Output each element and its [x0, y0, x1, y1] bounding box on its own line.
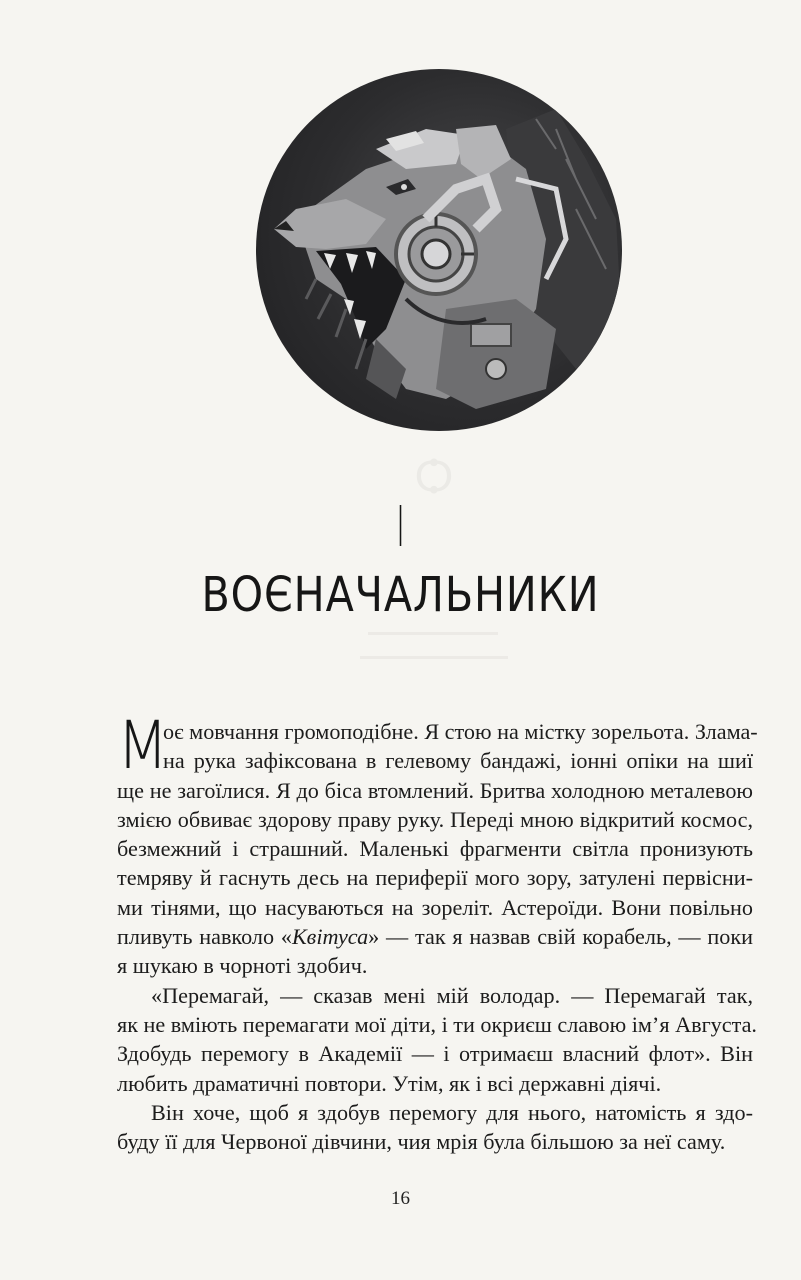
ship-name: Квітуса	[291, 924, 369, 950]
text-line: як не вміють перемагати мої діти, і ти окриєш славою ім’я Августа.	[117, 1011, 757, 1037]
text-line: оє мовчання громоподібне. Я стою на містку зорельота. Злама-	[163, 719, 758, 744]
text-line: «Перемагай, — сказав мені мій володар. — Перемагай так,	[151, 982, 753, 1008]
text-line: ще не загоїлися. Я до біса втомлений. Бритва холодною металевою	[117, 777, 753, 803]
page-number: 16	[391, 1188, 410, 1209]
text-line: ми тінями, що насуваються на зореліт. Астероїди. Вони повільно	[117, 894, 753, 920]
text-line: пливуть навколо «Квітуса» — так я назвав свій корабель, — поки	[117, 924, 754, 950]
wolf-illustration	[256, 69, 622, 431]
text-line: змією обвиває здорову праву руку. Переді мною відкритий космос,	[117, 806, 753, 832]
text-line: Він хоче, щоб я здобув перемогу для нього, натомість я здо-	[151, 1099, 753, 1125]
body-text	[117, 707, 758, 1156]
bleed-through-rule	[360, 656, 508, 659]
text-line: любить драматичні повтори. Утім, як і всі державні діячі.	[117, 1070, 662, 1096]
part-number: I	[395, 495, 406, 560]
text-line: Здобудь перемогу в Академії — і отримаєш власний флот». Він	[117, 1041, 753, 1067]
text-line: на рука зафіксована в гелевому бандажі, іонні опіки на шиї	[163, 748, 753, 774]
text-line: безмежний і страшний. Маленькі фрагменти світла пронизують	[117, 836, 753, 862]
text-line: я шукаю в чорноті здобич.	[117, 953, 368, 979]
wolf-icon	[256, 69, 622, 431]
bleed-through-rule	[368, 632, 498, 635]
text-line: темряву й гаснуть десь на периферії мого зору, затулені первісни-	[117, 865, 753, 891]
bleed-through-text: Ѻ	[415, 452, 455, 501]
drop-cap: М	[117, 707, 169, 784]
text-line: буду її для Червоної дівчини, чия мрія була більшою за неї саму.	[117, 1129, 726, 1155]
chapter-title: ВОЄНАЧАЛЬНИКИ	[201, 567, 600, 623]
